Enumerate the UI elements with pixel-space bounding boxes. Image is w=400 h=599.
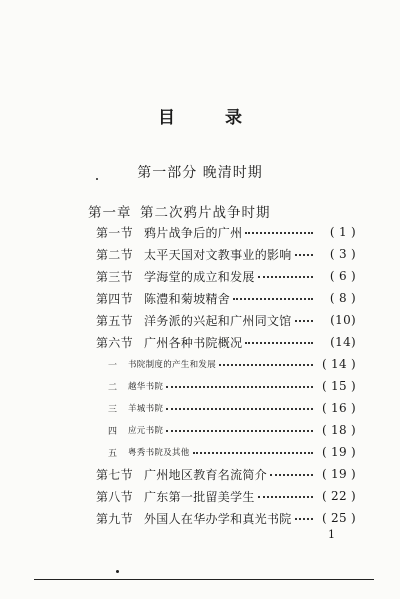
dot-leader (166, 430, 313, 432)
dot-leader (295, 320, 313, 322)
toc-entry (96, 332, 356, 352)
entry-number: 第一节 (96, 225, 133, 240)
dot-leader (245, 342, 313, 344)
toc-subentry (108, 354, 356, 374)
entry-page: ( 3 ) (329, 247, 356, 261)
entry-number: 第三节 (96, 269, 133, 284)
entry-number: 第四节 (96, 291, 133, 306)
entry-number: 第九节 (96, 511, 133, 526)
entry-title: 粤秀书院及其他 (128, 448, 190, 458)
entry-number: 第五节 (96, 313, 133, 328)
entry-number: 四 (108, 426, 118, 437)
entry-page: ( 16 ) (321, 401, 356, 415)
dot-leader (193, 452, 313, 454)
entry-number: 第八节 (96, 489, 133, 504)
toc-subentry (108, 398, 356, 418)
toc-entry (96, 244, 356, 264)
entry-title: 广州地区教育名流简介 (144, 467, 268, 482)
entry-title: 广州各种书院概况 (144, 335, 243, 350)
entry-title: 外国人在华办学和真光书院 (144, 511, 292, 526)
toc-subentry (108, 376, 356, 396)
chapter-number: 第一章 (88, 205, 132, 221)
toc-entry (96, 310, 356, 330)
dot-leader (258, 276, 313, 278)
contents-title: 目 录 (158, 108, 264, 128)
entry-title: 书院制度的产生和发展 (128, 360, 217, 370)
toc-subentry (108, 420, 356, 440)
dot-leader (245, 232, 313, 234)
entry-page: ( 19 ) (321, 467, 356, 481)
dot-leader (233, 298, 313, 300)
ink-speck (96, 178, 98, 180)
toc-entry (96, 464, 356, 484)
entry-number: 一 (108, 360, 118, 371)
entry-page: (10) (330, 313, 356, 327)
toc-entry (96, 508, 356, 528)
entry-page: ( 25 ) (321, 511, 356, 525)
entry-title: 鸦片战争后的广州 (144, 225, 243, 240)
entry-page: ( 6 ) (329, 269, 356, 283)
bottom-rule (34, 579, 374, 580)
toc-entry (96, 288, 356, 308)
dot-leader (166, 408, 313, 410)
entry-title: 太平天国对文教事业的影响 (144, 247, 292, 262)
dot-leader (295, 254, 313, 256)
entry-page: ( 8 ) (329, 291, 356, 305)
dot-leader (270, 474, 313, 476)
entry-title: 应元书院 (128, 426, 164, 436)
entry-number: 二 (108, 382, 118, 393)
part-heading: 第一部分 晚清时期 (137, 165, 263, 181)
dot-leader (295, 518, 313, 520)
entry-title: 越华书院 (128, 382, 164, 392)
entry-page: ( 18 ) (321, 423, 356, 437)
entry-title: 洋务派的兴起和广州同文馆 (144, 313, 292, 328)
entry-title: 羊城书院 (128, 404, 164, 414)
dot-leader (166, 386, 313, 388)
toc-entry (96, 222, 356, 242)
entry-page: (14) (330, 335, 356, 349)
dot-leader (219, 364, 313, 366)
entry-number: 第二节 (96, 247, 133, 262)
page-number: 1 (328, 528, 335, 541)
entry-title: 陈澧和菊坡精舍 (144, 291, 231, 306)
toc-entry (96, 486, 356, 506)
entry-number: 第六节 (96, 335, 133, 350)
chapter-title: 第二次鸦片战争时期 (140, 205, 271, 221)
toc-entry (96, 266, 356, 286)
entry-page: ( 19 ) (321, 445, 356, 459)
entry-page: ( 14 ) (321, 357, 356, 371)
entry-number: 第七节 (96, 467, 133, 482)
toc-subentry (108, 442, 356, 462)
entry-title: 学海堂的成立和发展 (144, 269, 255, 284)
entry-number: 五 (108, 448, 118, 459)
entry-number: 三 (108, 404, 118, 415)
entry-page: ( 15 ) (321, 379, 356, 393)
entry-page: ( 22 ) (321, 489, 356, 503)
entry-page: ( 1 ) (329, 225, 356, 239)
entry-title: 广东第一批留美学生 (144, 489, 255, 504)
ink-speck (116, 570, 119, 573)
dot-leader (258, 496, 313, 498)
